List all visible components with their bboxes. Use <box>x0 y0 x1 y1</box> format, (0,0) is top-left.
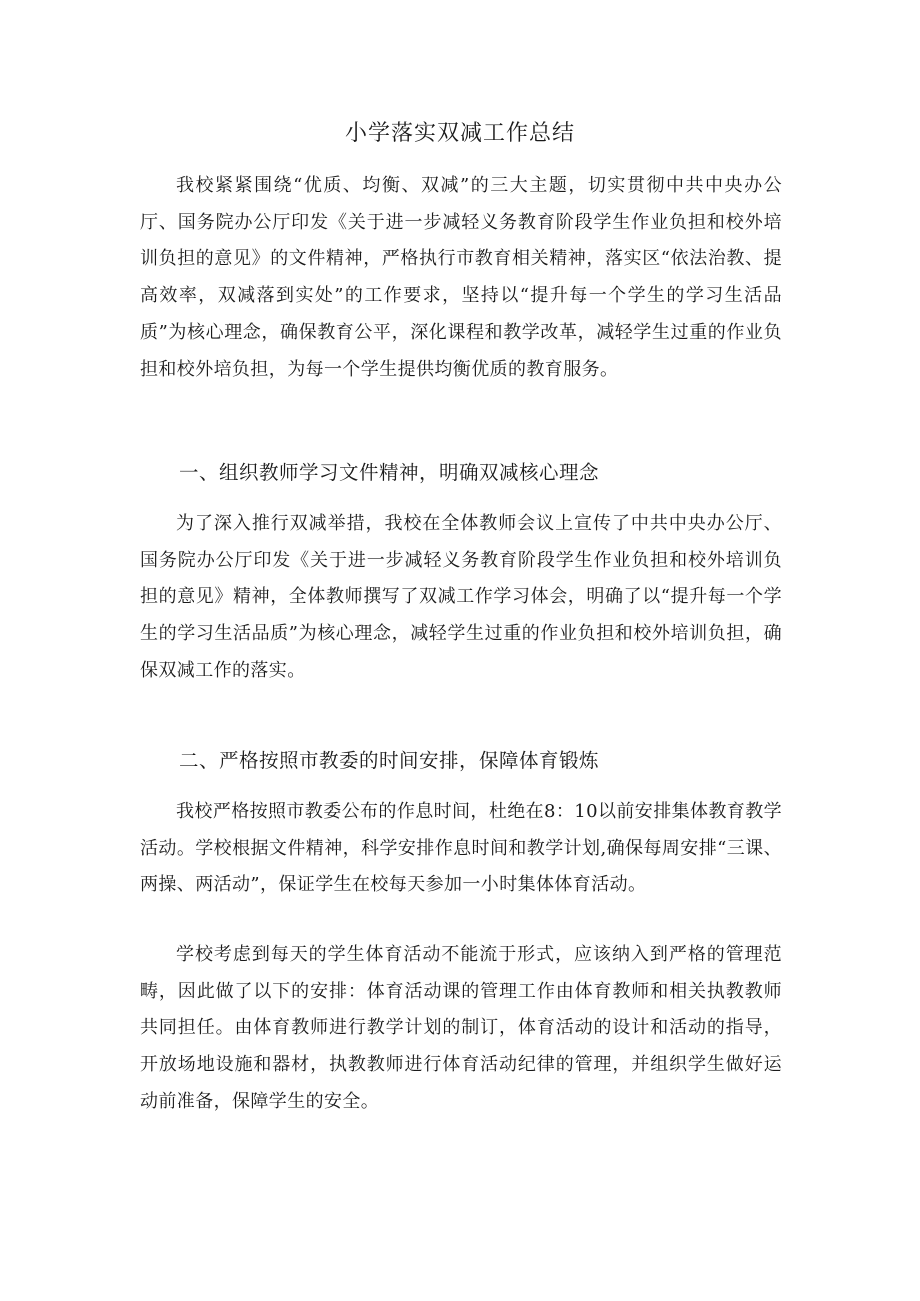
document-title: 小学落实双减工作总结 <box>344 121 575 146</box>
section-1-heading: 一、组织教师学习文件精神，明确双减核心理念 <box>179 461 600 484</box>
section-2-block-2 <box>140 937 782 1121</box>
section-2-heading: 二、严格按照市教委的时间安排，保障体育锻炼 <box>179 749 600 772</box>
intro-block <box>140 168 782 388</box>
intro-paragraph: 我校紧紧围绕“优质、均衡、双减”的三大主题，切实贯彻中共中央办公厅、国务院办公厅印发《关于进一步减轻义务教育阶段学生作业负担和校外培训负担的意见》的文件精神，严格执行市教育相关精神，落实区“依法治教、提高效率，双减落到实处”的工作要求，坚持以“提升每一个学生的学习生活品质”为核心理念，确保教育公平，深化课程和教学改革，减轻学生过重的作业负担和校外培负担，为每一个学生提供均衡优质的教育服务。 <box>140 175 782 380</box>
section-2-block-1 <box>140 794 782 904</box>
section-2-paragraph-1: 我校严格按照市教委公布的作息时间，杜绝在8：10以前安排集体教育教学活动。学校根据文件精神，科学安排作息时间和教学计划,确保每周安排“三课、两操、两活动”，保证学生在校每天参加一小时集体体育活动。 <box>140 801 782 896</box>
section-2-paragraph-2: 学校考虑到每天的学生体育活动不能流于形式，应该纳入到严格的管理范畴，因此做了以下的安排：体育活动课的管理工作由体育教师和相关执教教师共同担任。由体育教师进行教学计划的制订，体育活动的设计和活动的指导，开放场地设施和器材，执教教师进行体育活动纪律的管理，并组织学生做好运动前准备，保障学生的安全。 <box>140 944 782 1112</box>
section-1-paragraph: 为了深入推行双减举措，我校在全体教师会议上宣传了中共中央办公厅、国务院办公厅印发《关于进一步减轻义务教育阶段学生作业负担和校外培训负担的意见》精神，全体教师撰写了双减工作学习体会，明确了以“提升每一个学生的学习生活品质”为核心理念，减轻学生过重的作业负担和校外培训负担，确保双减工作的落实。 <box>140 513 782 681</box>
section-1-block <box>140 506 782 690</box>
